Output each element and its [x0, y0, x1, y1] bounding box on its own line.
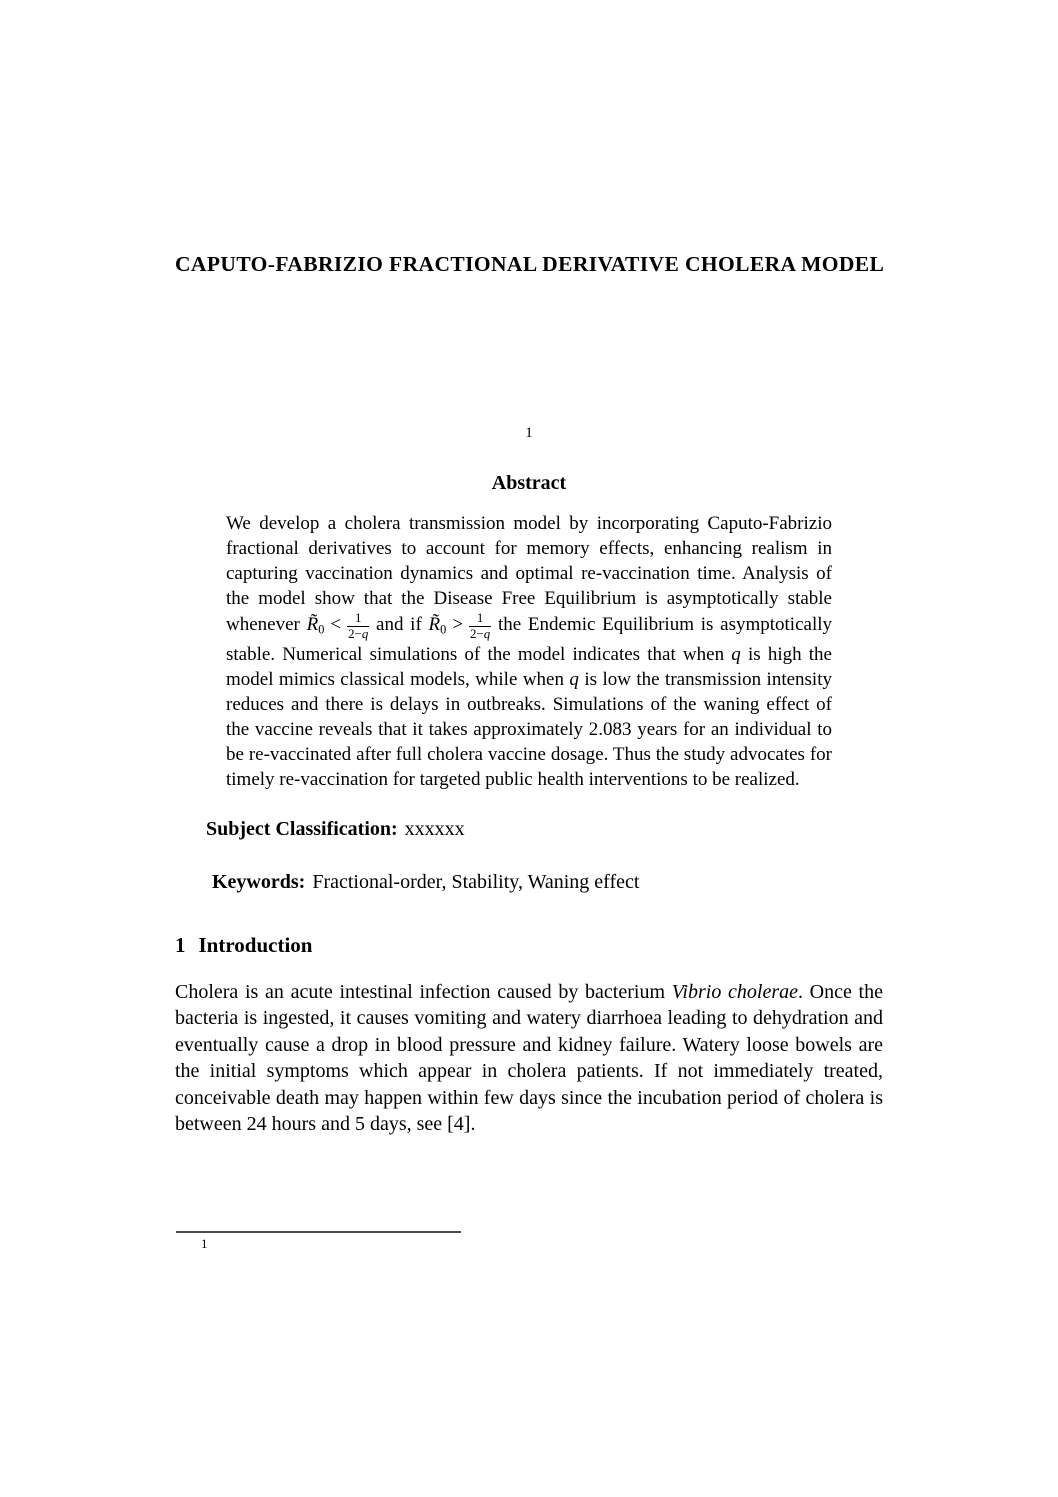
less-than-relation: < — [330, 614, 342, 636]
introduction-paragraph — [175, 979, 883, 1138]
footnote-rule — [176, 1231, 461, 1233]
section-number: 1 — [175, 932, 186, 957]
fraction-denominator: 2−q — [348, 625, 369, 641]
r-tilde-symbol: R̃ — [306, 614, 319, 636]
subject-classification-line — [175, 818, 883, 841]
section-heading-introduction — [175, 933, 883, 958]
subject-classification-value: xxxxxx — [404, 817, 465, 840]
abstract-run: is low the transmission intensity reduces and there is delays in outbreaks. Simulations of the waning effect of the vaccine reveals that it takes approximately 2.083 years for an individual to be re-vaccinated after full cholera vaccine dosage. Thus the study advocates for timely re-vaccination for targeted public health interventions to be realized. — [226, 668, 832, 790]
abstract-heading: Abstract — [491, 472, 567, 494]
introduction-run: Cholera is an acute intestinal infection caused by bacterium — [175, 980, 672, 1003]
keywords-value: Fractional-order, Stability, Waning effect — [312, 870, 640, 893]
fraction-one-over-2-minus-q — [469, 611, 491, 642]
keywords-line — [175, 871, 883, 894]
variable-q: q — [569, 668, 579, 690]
footnote-area — [176, 1231, 461, 1253]
fraction-one-over-2-minus-q — [347, 611, 369, 642]
content-column — [175, 252, 883, 1138]
footnote-mark: 1 — [201, 1236, 208, 1251]
abstract-run: and if — [376, 614, 422, 636]
math-r0-greater-than-fraction — [422, 610, 498, 641]
fraction-denominator: 2−q — [470, 625, 491, 641]
page-number: 1 — [525, 425, 533, 441]
keywords-label: Keywords: — [212, 870, 306, 893]
subject-classification-label: Subject Classification: — [206, 817, 398, 840]
abstract-run: We develop a cholera transmission model by incorporating Caputo-Fabrizio fractional derivatives to account for memory effects, enhancing realism in capturing vaccination dynamics and optimal re-vaccination time. Analysis of the model show that the Disease Free Equilibrium is asymptotically stable whenever — [226, 513, 832, 636]
subscript-zero: 0 — [318, 622, 325, 637]
r-tilde-symbol: R̃ — [428, 614, 441, 636]
abstract-run: is high the model mimics classical models, while when — [226, 643, 832, 690]
fraction-numerator: 1 — [469, 611, 491, 627]
math-r0-less-than-fraction — [300, 610, 376, 641]
fraction-numerator: 1 — [347, 611, 369, 627]
greater-than-relation: > — [452, 614, 464, 636]
abstract-paragraph — [226, 511, 832, 792]
abstract-run: the Endemic Equilibrium is asymptotically stable. Numerical simulations of the model indicates that when — [226, 614, 832, 665]
introduction-run: . Once the bacteria is ingested, it causes vomiting and watery diarrhoea leading to dehydration and eventually cause a drop in blood pressure and kidney failure. Watery loose bowels are the initial symptoms which appear in cholera patients. If not immediately treated, conceivable death may happen within few days since the incubation period of cholera is between 24 hours and 5 days, see [4]. — [175, 980, 883, 1136]
section-title: Introduction — [198, 932, 313, 957]
subscript-zero: 0 — [440, 622, 447, 637]
variable-q: q — [731, 643, 741, 665]
paper-title: CAPUTO-FABRIZIO FRACTIONAL DERIVATIVE CHOLERA MODEL — [175, 252, 885, 276]
species-name-italic: Vibrio cholerae — [671, 980, 798, 1003]
